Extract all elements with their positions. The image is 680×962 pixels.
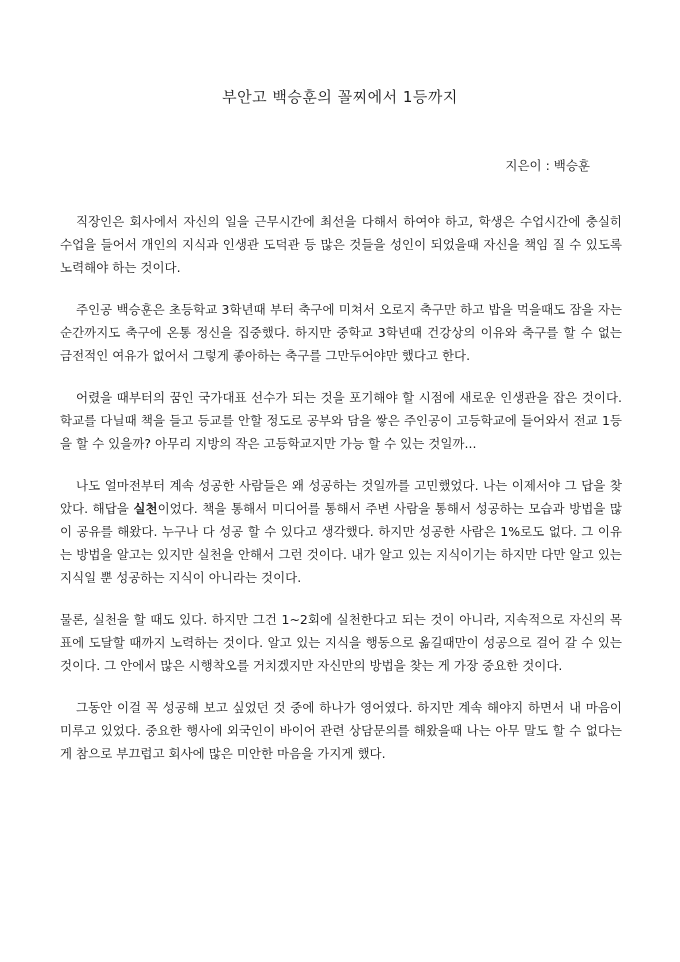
paragraph-4-text-after: 이었다. 책을 통해서 미디어를 통해서 주변 사람을 통해서 성공하는 모습과 방법을 많이 공유를 해왔다. 누구나 다 성공 할 수 있다고 생각했다. 하지만 성공한 사람은 1%로도 없다. 그 이유는 방법을 알고는 있지만 실천을 안해서 그런 것이다. 내가 알고 있는 지식이기는 하지만 다만 알고 있는 지식일 뿐 성공하는 지식이 아니라는 것이다. bbox=[60, 501, 622, 585]
document-body bbox=[60, 210, 622, 765]
paragraph-4 bbox=[60, 474, 622, 589]
paragraph-2: 주인공 백승훈은 초등학교 3학년때 부터 축구에 미쳐서 오로지 축구만 하고 밥을 먹을때도 잠을 자는 순간까지도 축구에 온통 정신을 집중했다. 하지만 중학교 3학년때 건강상의 이유와 축구를 할 수 없는 금전적인 여유가 없어서 그렇게 좋아하는 축구를 그만두어야만 했다고 한다. bbox=[60, 302, 622, 363]
paragraph-4-text-before: 나도 얼마전부터 계속 성공한 사람들은 왜 성공하는 것일까를 고민했었다. 나는 이제서야 그 답을 찾았다. 해답을 bbox=[60, 478, 622, 516]
paragraph-4-emphasis: 실천 bbox=[133, 501, 158, 516]
paragraph-3: 어렸을 때부터의 꿈인 국가대표 선수가 되는 것을 포기해야 할 시점에 새로운 인생관을 잡은 것이다. 학교를 다닐때 책을 들고 등교를 안할 정도로 공부와 담을 쌓은 주인공이 고등학교에 들어와서 전교 1등을 할 수 있을까? 아무리 지방의 작은 고등학교지만 가능 할 수 있는 것일까... bbox=[60, 390, 622, 451]
paragraph-1: 직장인은 회사에서 자신의 일을 근무시간에 최선을 다해서 하여야 하고, 학생은 수업시간에 충실히 수업을 들어서 개인의 지식과 인생관 도덕관 등 많은 것들을 성인이 되었을때 자신을 책임 질 수 있도록 노력해야 하는 것이다. bbox=[60, 214, 622, 275]
document-title: 부안고 백승훈의 꼴찌에서 1등까지 bbox=[222, 88, 458, 106]
paragraph-6: 그동안 이걸 꼭 성공해 보고 싶었던 것 중에 하나가 영어였다. 하지만 계속 해야지 하면서 내 마음이 미루고 있었다. 중요한 행사에 외국인이 바이어 관련 상담문의를 해왔을때 나는 아무 말도 할 수 없다는 게 참으로 부끄럽고 회사에 많은 미안한 마음을 가지게 했다. bbox=[60, 700, 622, 761]
paragraph-5: 물론, 실천을 할 때도 있다. 하지만 그건 1~2회에 실천한다고 되는 것이 아니라, 지속적으로 자신의 목표에 도달할 때까지 노력하는 것이다. 알고 있는 지식을 행동으로 옮길때만이 성공으로 걸어 갈 수 있는 것이다. 그 안에서 많은 시행착오를 거치겠지만 자신만의 방법을 찾는 게 가장 중요한 것이다. bbox=[60, 612, 622, 673]
author-line: 지은이 : 백승훈 bbox=[505, 158, 590, 173]
